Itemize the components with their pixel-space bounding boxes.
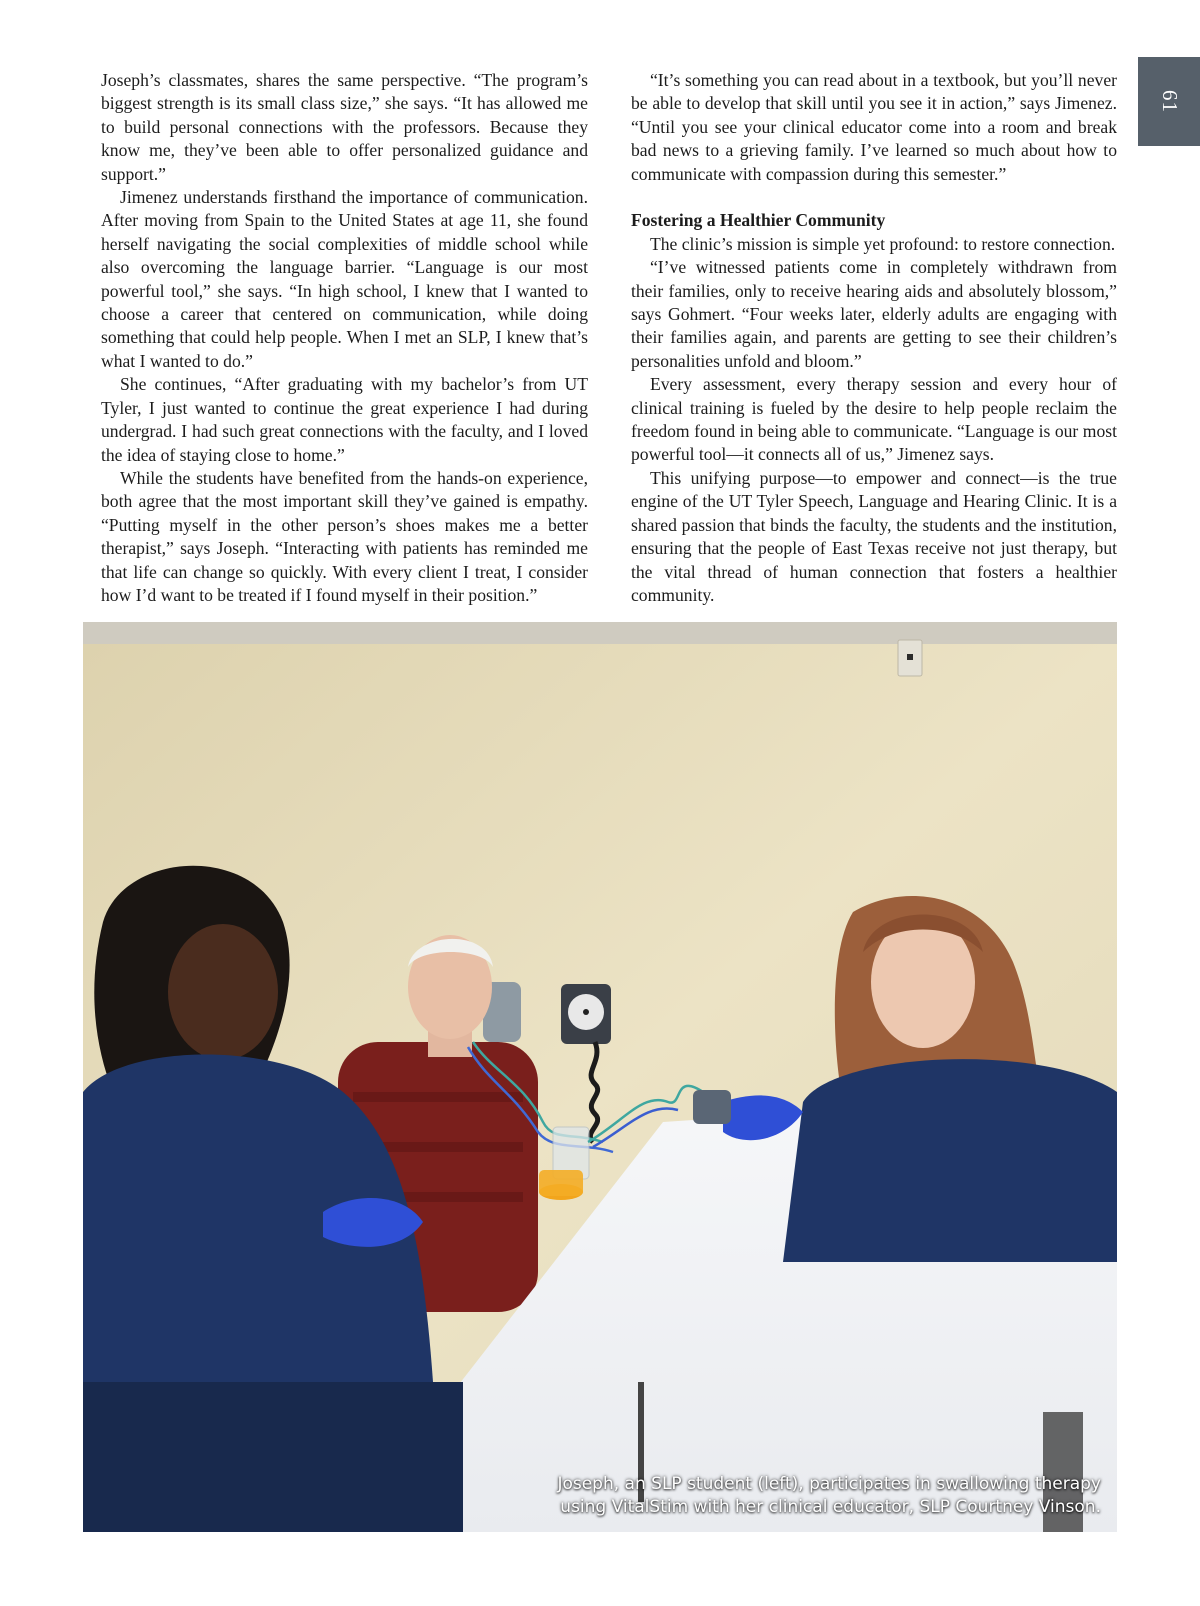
right-text-column bbox=[631, 69, 1117, 607]
caption-line: using VitalStim with her clinical educator, SLP Courtney Vinson. bbox=[560, 1497, 1101, 1517]
paragraph: Jimenez understands firsthand the importance of communication. After moving from Spain to the United States at age 11, she found herself navigating the social complexities of middle school while also overcoming the language barrier. “Language is our most powerful tool,” she says. “In high school, I knew that I wanted to choose a career that centered on communication, while doing something that could help people. When I met an SLP, I knew that’s what I wanted to do.” bbox=[101, 187, 588, 371]
therapy-photo bbox=[83, 622, 1117, 1532]
section-heading: Fostering a Healthier Community bbox=[631, 210, 886, 231]
left-text-column bbox=[101, 69, 588, 607]
photo-illustration bbox=[83, 622, 1117, 1532]
photo-caption bbox=[481, 1473, 1101, 1519]
caption-line: Joseph, an SLP student (left), participates in swallowing therapy bbox=[557, 1474, 1101, 1494]
paragraph: The clinic’s mission is simple yet profound: to restore connection. bbox=[650, 233, 1116, 254]
paragraph: This unifying purpose—to empower and connect—is the true engine of the UT Tyler Speech, Language and Hearing Clinic. It is a shared passion that binds the faculty, the students and the institution, ensuring that the people of East Texas receive not just therapy, but the vital thread of human connection that fosters a healthier community. bbox=[631, 467, 1117, 605]
paragraph: While the students have benefited from the hands-on experience, both agree that the most important skill they’ve gained is empathy. “Putting myself in the other person’s shoes makes me a better therapist,” says Joseph. “Interacting with patients has reminded me that life can change so quickly. With every client I treat, I consider how I’d want to be treated if I found myself in their position.” bbox=[101, 467, 588, 605]
paragraph: “It’s something you can read about in a textbook, but you’ll never be able to develop that skill until you see it in action,” says Jimenez. “Until you see your clinical educator come into a room and break bad news to a grieving family. I’ve learned so much about how to communicate with compassion during this semester.” bbox=[631, 70, 1117, 184]
paragraph: Joseph’s classmates, shares the same perspective. “The program’s biggest strength is its small class size,” she says. “It has allowed me to build personal connections with the professors. Because they know me, they’ve been able to offer personalized guidance and support.” bbox=[101, 70, 588, 184]
paragraph: “I’ve witnessed patients come in completely withdrawn from their families, only to receive hearing aids and absolutely blossom,” says Gohmert. “Four weeks later, elderly adults are engaging with their families again, and parents are getting to see their children’s personalities unfold and bloom.” bbox=[631, 257, 1117, 371]
page-number: 61 bbox=[1157, 90, 1182, 113]
paragraph: She continues, “After graduating with my bachelor’s from UT Tyler, I just wanted to continue the great experience I had during undergrad. I had such great connections with the faculty, and I loved the idea of staying close to home.” bbox=[101, 374, 588, 465]
ceiling bbox=[83, 622, 1117, 644]
page-number-tab bbox=[1138, 57, 1200, 146]
paragraph: Every assessment, every therapy session and every hour of clinical training is fueled by the desire to help people reclaim the freedom found in being able to communicate. “Language is our most powerful tool—it connects all of us,” Jimenez says. bbox=[631, 374, 1117, 465]
